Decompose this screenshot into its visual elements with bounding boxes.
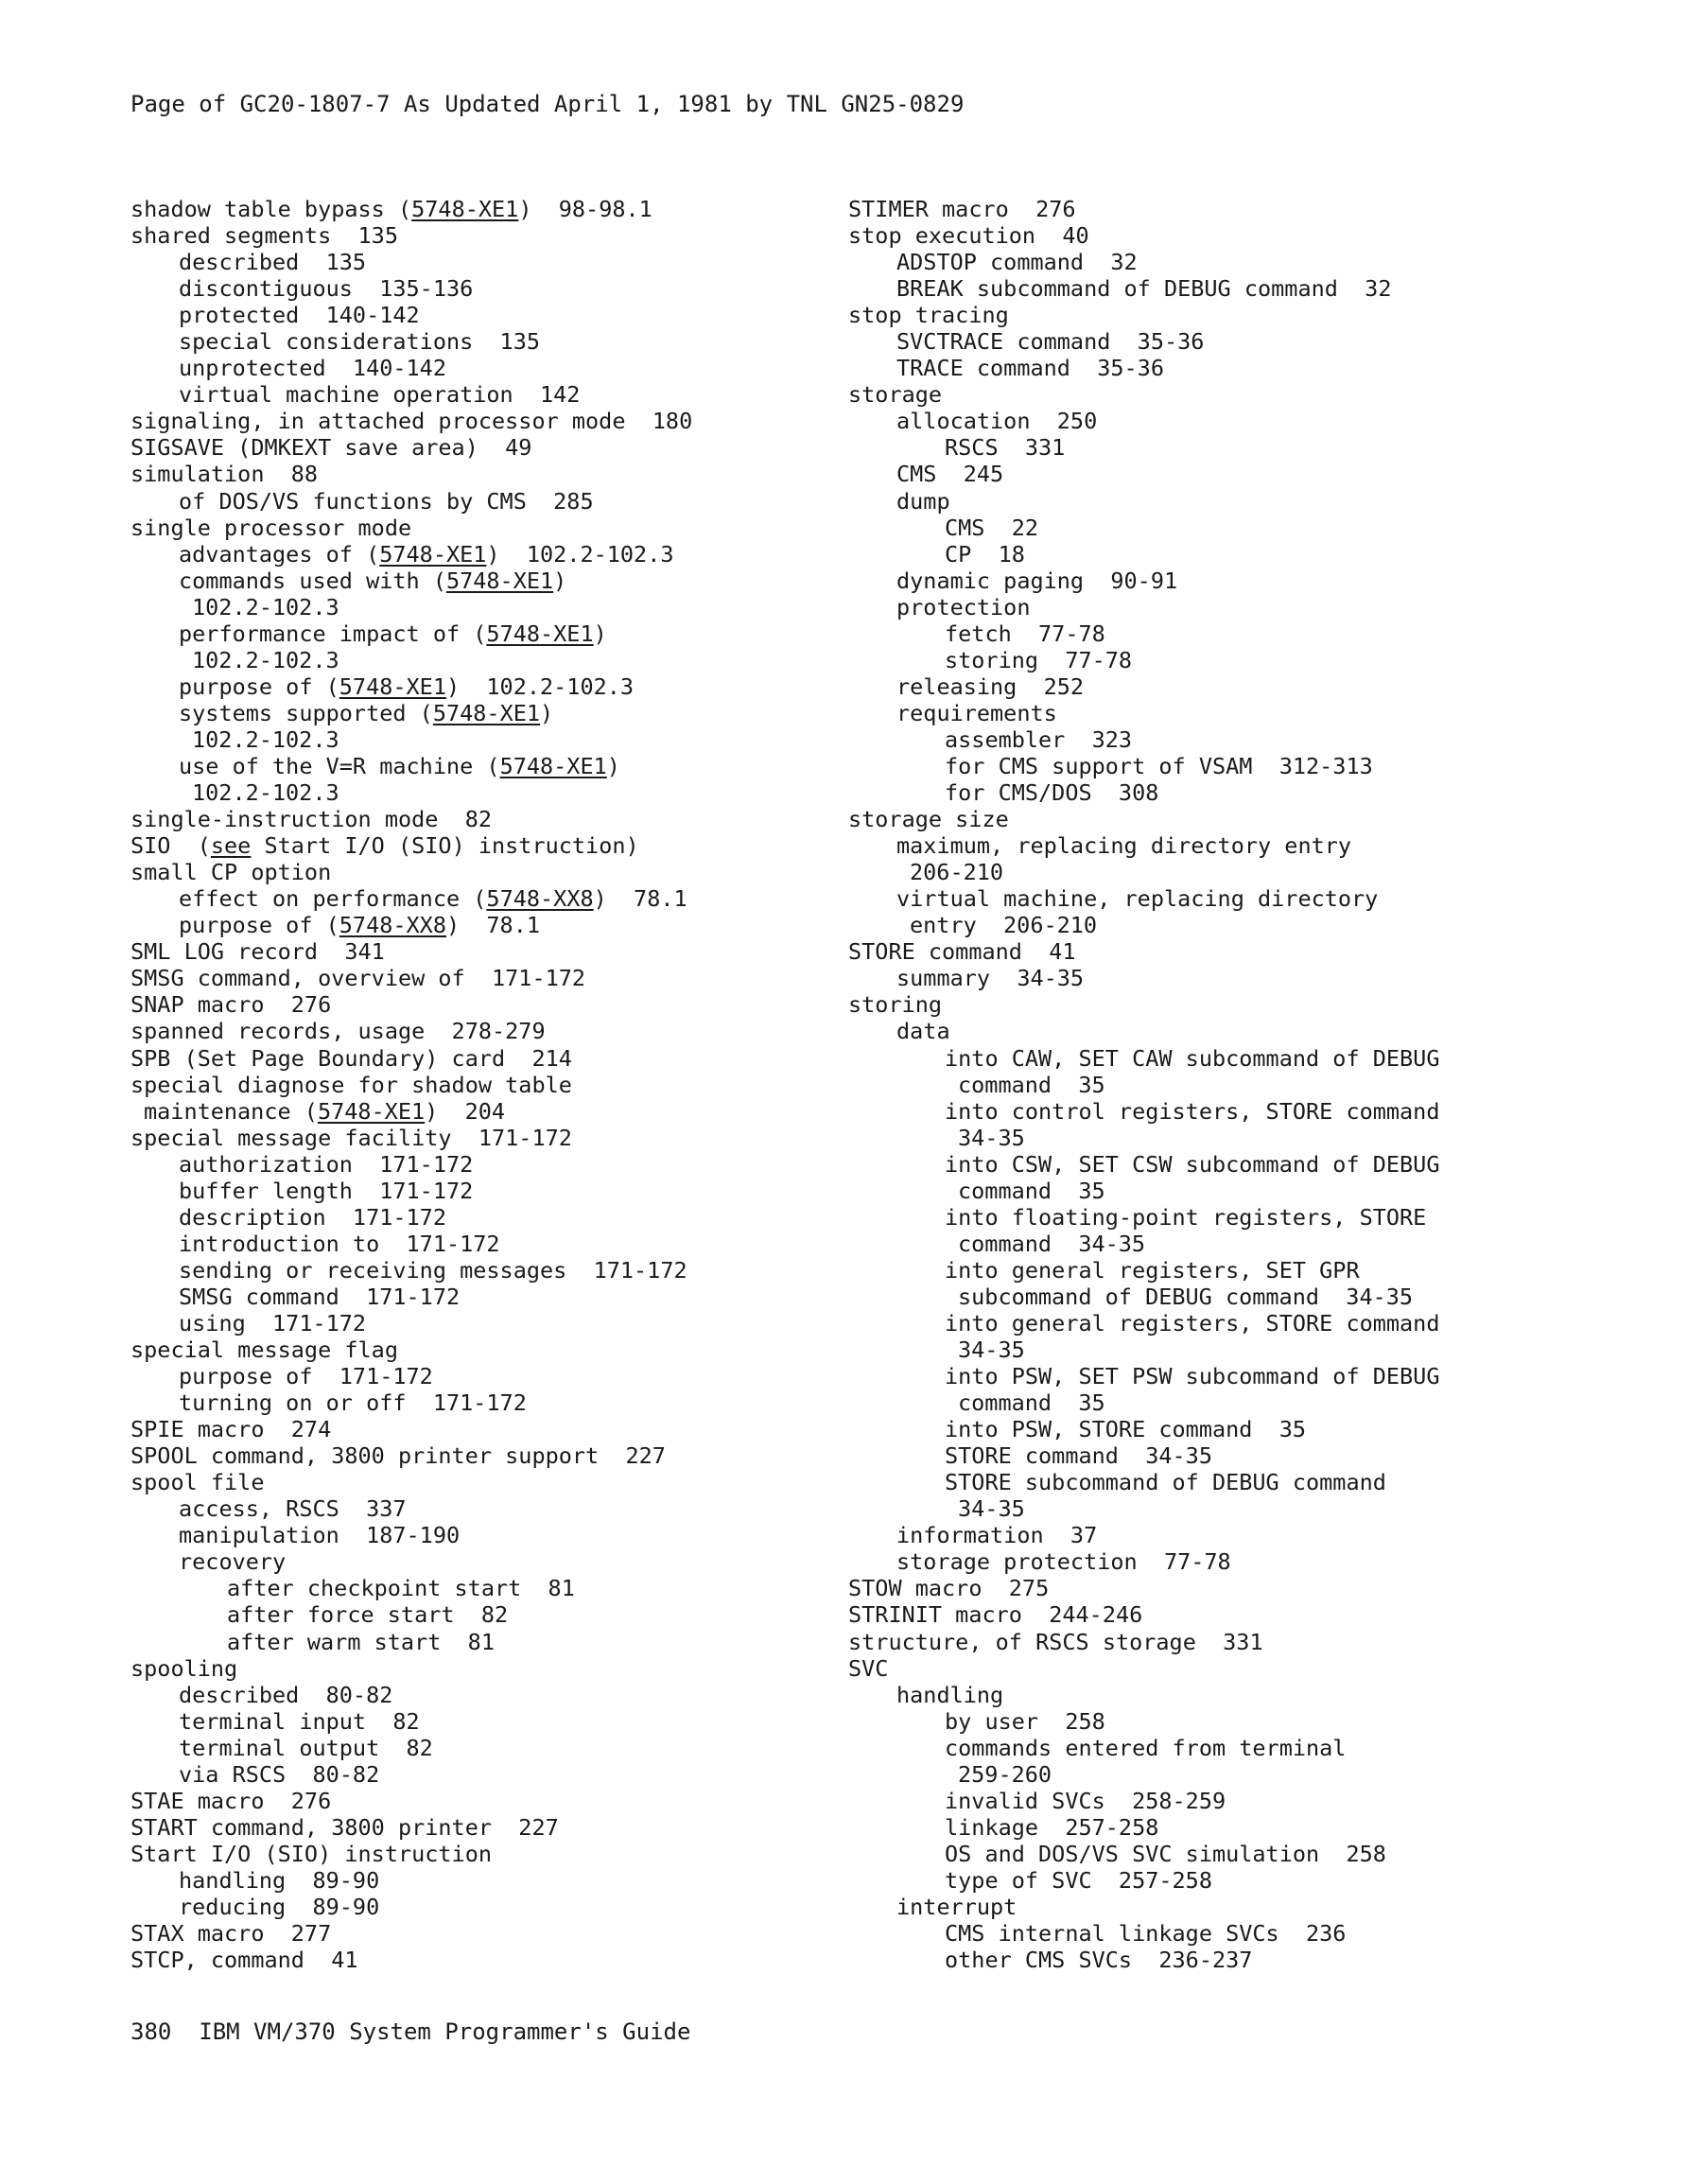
right-entry: into CSW, SET CSW subcommand of DEBUG — [945, 1150, 1440, 1178]
underlined-reference: 5748-XE1 — [411, 196, 519, 222]
underlined-reference: 5748-XE1 — [499, 752, 607, 779]
left-entry: START command, 3800 printer 227 — [130, 1813, 559, 1841]
left-entry: SMSG command, overview of 171-172 — [130, 965, 586, 992]
right-entry: 34-35 — [958, 1495, 1025, 1523]
right-entry: STORE command 34-35 — [945, 1442, 1212, 1470]
right-entry: into general registers, STORE command — [945, 1309, 1440, 1337]
left-entry: buffer length 171-172 — [179, 1177, 474, 1204]
left-entry: SMSG command 171-172 — [179, 1283, 461, 1310]
underlined-reference: 5748-XE1 — [486, 620, 594, 647]
right-entry: 34-35 — [958, 1337, 1025, 1364]
left-entry: recovery — [179, 1548, 287, 1576]
left-entry: special message flag — [130, 1337, 398, 1364]
left-entry: purpose of (5748-XE1) 102.2-102.3 — [179, 673, 635, 700]
left-entry: SIO (see Start I/O (SIO) instruction) — [130, 832, 639, 860]
right-entry: summary 34-35 — [896, 965, 1085, 992]
right-entry: into floating-point registers, STORE — [945, 1203, 1427, 1231]
underlined-reference: 5748-XE1 — [339, 673, 446, 700]
left-entry: effect on performance (5748-XX8) 78.1 — [179, 885, 687, 913]
underlined-reference: 5748-XX8 — [339, 912, 446, 939]
left-entry: handling 89-90 — [179, 1866, 380, 1894]
left-entry: discontiguous 135-136 — [179, 275, 474, 303]
right-entry: OS and DOS/VS SVC simulation 258 — [945, 1840, 1386, 1867]
right-entry: ADSTOP command 32 — [896, 249, 1138, 276]
page-footer: 380 IBM VM/370 System Programmer's Guide — [130, 2018, 691, 2045]
underlined-reference: see — [210, 832, 252, 860]
left-entry: turning on or off 171-172 — [179, 1389, 527, 1417]
left-entry: manipulation 187-190 — [179, 1522, 461, 1549]
right-entry: into control registers, STORE command — [945, 1097, 1440, 1125]
right-entry: RSCS 331 — [945, 434, 1066, 462]
left-entry: terminal output 82 — [179, 1734, 433, 1761]
underlined-reference: 5748-XE1 — [432, 699, 541, 726]
left-entry: reducing 89-90 — [179, 1894, 380, 1920]
left-entry: access, RSCS 337 — [179, 1495, 407, 1523]
left-entry: shared segments 135 — [130, 222, 398, 250]
right-entry: for CMS support of VSAM 312-313 — [945, 752, 1373, 779]
right-entry: dump — [896, 487, 950, 515]
right-entry: virtual machine, replacing directory — [896, 885, 1379, 913]
right-entry: into CAW, SET CAW subcommand of DEBUG — [945, 1044, 1440, 1072]
left-entry: after checkpoint start 81 — [227, 1575, 575, 1602]
left-entry: SPIE macro 274 — [130, 1416, 332, 1443]
left-entry: commands used with (5748-XE1) — [179, 567, 567, 594]
right-entry: for CMS/DOS 308 — [945, 779, 1159, 807]
right-entry: STORE command 41 — [848, 938, 1076, 966]
right-entry: allocation 250 — [896, 408, 1098, 435]
left-entry: authorization 171-172 — [179, 1150, 474, 1178]
left-entry: special diagnose for shadow table — [130, 1071, 572, 1098]
left-entry: spanned records, usage 278-279 — [130, 1018, 546, 1045]
left-entry: introduction to 171-172 — [179, 1230, 500, 1257]
left-entry: via RSCS 80-82 — [179, 1760, 380, 1788]
left-entry: Start I/O (SIO) instruction — [130, 1840, 493, 1867]
left-entry: special message facility 171-172 — [130, 1124, 572, 1151]
right-entry: dynamic paging 90-91 — [896, 567, 1178, 594]
left-entry: 102.2-102.3 — [192, 779, 339, 807]
right-entry: command 35 — [958, 1389, 1105, 1417]
left-entry: SPB (Set Page Boundary) card 214 — [130, 1044, 572, 1072]
right-entry: stop tracing — [848, 302, 1009, 329]
index-column-left — [130, 196, 849, 1973]
left-entry: virtual machine operation 142 — [179, 381, 581, 409]
left-entry: STCP, command 41 — [130, 1947, 358, 1974]
left-entry: shadow table bypass (5748-XE1) 98-98.1 — [130, 196, 652, 222]
left-entry: using 171-172 — [179, 1309, 367, 1337]
right-entry: command 34-35 — [958, 1230, 1146, 1257]
right-entry: into general registers, SET GPR — [945, 1256, 1360, 1284]
left-entry: maintenance (5748-XE1) 204 — [144, 1097, 506, 1125]
left-entry: 102.2-102.3 — [192, 725, 339, 753]
right-entry: requirements — [896, 699, 1057, 726]
left-entry: special considerations 135 — [179, 328, 541, 356]
page-header: Page of GC20-1807-7 As Updated April 1, 1981 by TNL GN25-0829 — [130, 91, 965, 117]
underlined-reference: 5748-XE1 — [317, 1097, 426, 1125]
left-entry: 102.2-102.3 — [192, 646, 339, 673]
left-entry: STAX macro 277 — [130, 1920, 332, 1948]
right-entry: STRINIT macro 244-246 — [848, 1601, 1143, 1629]
left-entry: STAE macro 276 — [130, 1787, 332, 1814]
right-entry: other CMS SVCs 236-237 — [945, 1947, 1253, 1974]
right-entry: storage protection 77-78 — [896, 1548, 1231, 1576]
right-entry: maximum, replacing directory entry — [896, 832, 1352, 860]
left-entry: single-instruction mode 82 — [130, 806, 493, 833]
right-entry: fetch 77-78 — [945, 620, 1105, 647]
right-entry: TRACE command 35-36 — [896, 355, 1164, 382]
right-entry: SVC — [848, 1654, 889, 1682]
left-entry: described 80-82 — [179, 1681, 393, 1708]
left-entry: single processor mode — [130, 514, 412, 541]
right-entry: CMS internal linkage SVCs 236 — [945, 1920, 1347, 1948]
right-entry: interrupt — [896, 1894, 1017, 1920]
right-entry: 206-210 — [910, 859, 1004, 886]
left-entry: sending or receiving messages 171-172 — [179, 1256, 687, 1284]
right-entry: stop execution 40 — [848, 222, 1089, 250]
right-entry: BREAK subcommand of DEBUG command 32 — [896, 275, 1392, 303]
right-entry: storage — [848, 381, 943, 409]
right-entry: linkage 257-258 — [945, 1813, 1159, 1841]
right-entry: subcommand of DEBUG command 34-35 — [958, 1283, 1414, 1310]
right-entry: commands entered from terminal — [945, 1734, 1347, 1761]
left-entry: advantages of (5748-XE1) 102.2-102.3 — [179, 540, 674, 568]
right-entry: STIMER macro 276 — [848, 196, 1076, 222]
right-entry: CMS 245 — [896, 461, 1004, 488]
left-entry: spool file — [130, 1469, 265, 1496]
left-entry: 102.2-102.3 — [192, 593, 339, 620]
left-entry: after warm start 81 — [227, 1628, 495, 1655]
underlined-reference: 5748-XE1 — [445, 567, 554, 594]
underlined-reference: 5748-XX8 — [486, 885, 594, 913]
right-entry: command 35 — [958, 1177, 1105, 1204]
right-entry: STORE subcommand of DEBUG command — [945, 1469, 1386, 1496]
left-entry: SPOOL command, 3800 printer support 227 — [130, 1442, 666, 1470]
right-entry: by user 258 — [945, 1707, 1105, 1735]
right-entry: storage size — [848, 806, 1009, 833]
left-entry: description 171-172 — [179, 1203, 446, 1231]
left-entry: terminal input 82 — [179, 1707, 420, 1735]
left-entry: described 135 — [179, 249, 367, 276]
index-column-right — [848, 196, 1633, 1973]
right-entry: command 35 — [958, 1071, 1105, 1098]
left-entry: spooling — [130, 1654, 238, 1682]
right-entry: releasing 252 — [896, 673, 1085, 700]
left-entry: unprotected 140-142 — [179, 355, 446, 382]
left-entry: SNAP macro 276 — [130, 991, 332, 1019]
right-entry: storing — [848, 991, 943, 1019]
right-entry: CMS 22 — [945, 514, 1039, 541]
left-entry: signaling, in attached processor mode 180 — [130, 408, 693, 435]
left-entry: of DOS/VS functions by CMS 285 — [179, 487, 594, 515]
left-entry: SML LOG record 341 — [130, 938, 385, 966]
right-entry: handling — [896, 1681, 1004, 1708]
left-entry: purpose of (5748-XX8) 78.1 — [179, 912, 541, 939]
left-entry: protected 140-142 — [179, 302, 420, 329]
left-entry: small CP option — [130, 859, 332, 886]
right-entry: entry 206-210 — [910, 912, 1098, 939]
left-entry: simulation 88 — [130, 461, 319, 488]
left-entry: SIGSAVE (DMKEXT save area) 49 — [130, 434, 532, 462]
right-entry: 34-35 — [958, 1124, 1025, 1151]
right-entry: 259-260 — [958, 1760, 1052, 1788]
right-entry: into PSW, STORE command 35 — [945, 1416, 1307, 1443]
right-entry: structure, of RSCS storage 331 — [848, 1628, 1263, 1655]
right-entry: CP 18 — [945, 540, 1025, 568]
right-entry: protection — [896, 593, 1031, 620]
right-entry: assembler 323 — [945, 725, 1133, 753]
right-entry: into PSW, SET PSW subcommand of DEBUG — [945, 1363, 1440, 1390]
left-entry: use of the V=R machine (5748-XE1) — [179, 752, 620, 779]
left-entry: systems supported (5748-XE1) — [179, 699, 554, 726]
right-entry: information 37 — [896, 1522, 1098, 1549]
left-entry: performance impact of (5748-XE1) — [179, 620, 607, 647]
right-entry: SVCTRACE command 35-36 — [896, 328, 1205, 356]
underlined-reference: 5748-XE1 — [379, 540, 487, 568]
right-entry: storing 77-78 — [945, 646, 1133, 673]
right-entry: STOW macro 275 — [848, 1575, 1050, 1602]
right-entry: invalid SVCs 258-259 — [945, 1787, 1226, 1814]
left-entry: after force start 82 — [227, 1601, 509, 1629]
right-entry: type of SVC 257-258 — [945, 1866, 1212, 1894]
left-entry: purpose of 171-172 — [179, 1363, 433, 1390]
right-entry: data — [896, 1018, 950, 1045]
